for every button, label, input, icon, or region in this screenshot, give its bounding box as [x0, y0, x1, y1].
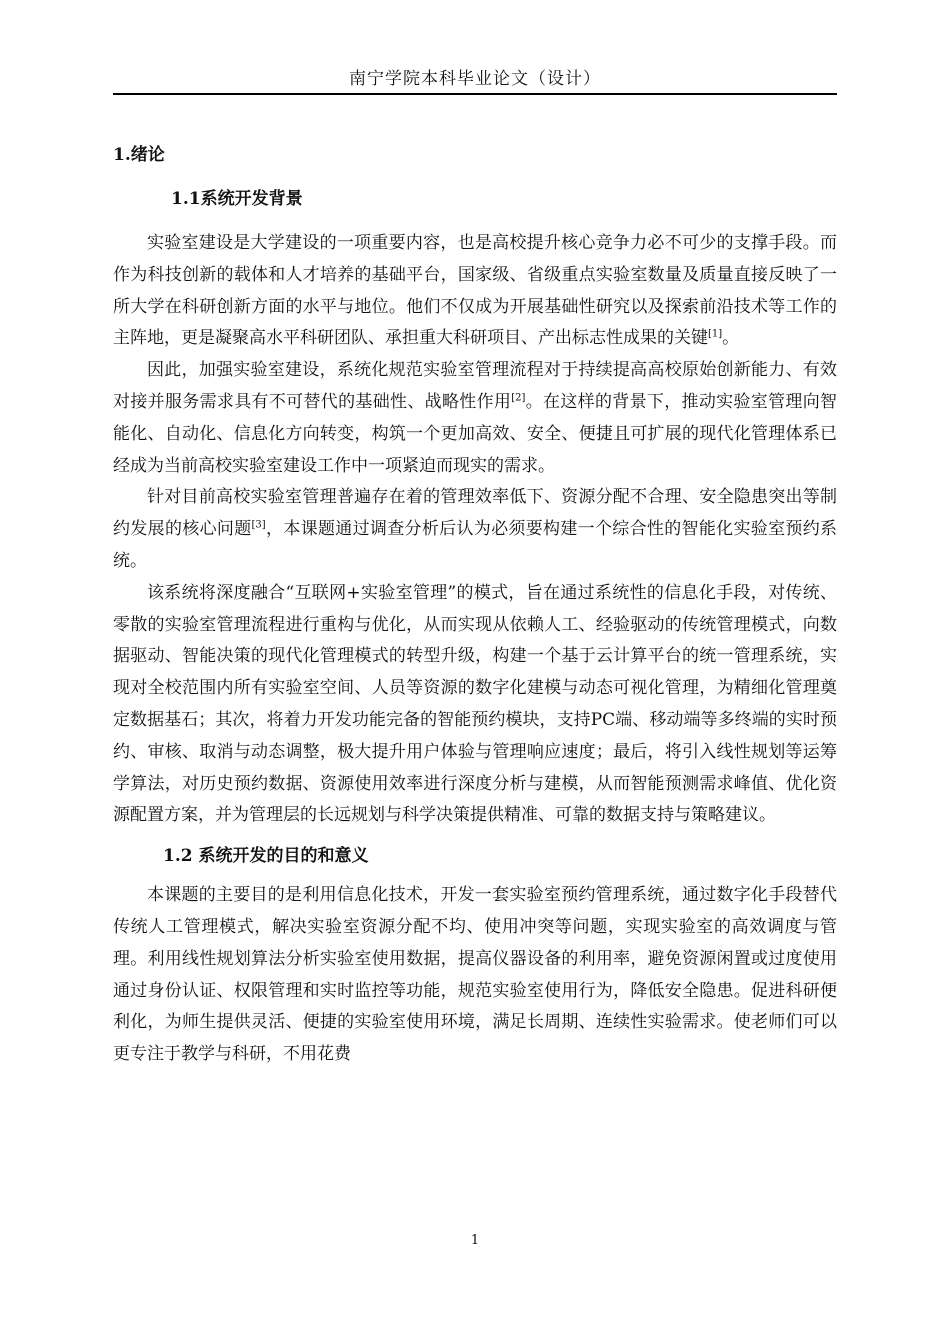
header-rule [113, 93, 837, 95]
citation-ref: [2] [511, 392, 526, 404]
citation-ref: [1] [708, 328, 723, 340]
paragraph [113, 578, 837, 832]
section-title: 1.1系统开发背景 [171, 189, 303, 209]
paragraph [113, 880, 837, 1071]
paragraph [113, 355, 837, 482]
section-1-body [113, 228, 837, 832]
document-body [113, 140, 837, 1071]
paragraph-text: ，本课题通过调查分析后认为必须要构建一个综合性的智能化实验室预约系统。 [113, 519, 838, 571]
chapter-title: 1.绪论 [113, 145, 165, 165]
paragraph-text: 针对目前高校实验室管理普遍存在着的管理效率低下、资源分配不合理、安全隐患突出等制约发展的核心问题 [113, 487, 837, 540]
paragraph-text: 因此，加强实验室建设，系统化规范实验室管理流程对于持续提高高校原始创新能力、有效对接并服务需求具有不可替代的基础性、战略性作用 [113, 360, 837, 412]
citation-ref: [3] [251, 519, 266, 531]
page-number: 1 [470, 1233, 480, 1248]
section-2-body [113, 880, 837, 1071]
paragraph [113, 228, 837, 355]
paragraph-text: 该系统将深度融合“互联网+实验室管理”的模式，旨在通过系统性的信息化手段，对传统、零散的实验室管理流程进行重构与优化，从而实现从依赖人工、经验驱动的传统管理模式，向数据驱动、智能决策的现代化管理模式的转型升级，构建一个基于云计算平台的统一管理系统，实现对全校范围内所有实验室空间、人员等资源的数字化建模与动态可视化管理，为精细化管理奠定数据基石；其次，将着力开发功能完备的智能预约模块，支持PC端、移动端等多终端的实时预约、审核、取消与动态调整，极大提升用户体验与管理响应速度；最后，将引入线性规划等运筹学算法，对历史预约数据、资源使用效率进行深度分析与建模，从而智能预测需求峰值、优化资源配置方案，并为管理层的长远规划与科学决策提供精准、可靠的数据支持与策略建议。 [113, 582, 837, 826]
paragraph-text: 实验室建设是大学建设的一项重要内容，也是高校提升核心竞争力必不可少的支撑手段。而作为科技创新的载体和人才培养的基础平台，国家级、省级重点实验室数量及质量直接反映了一所大学在科研创新方面的水平与地位。他们不仅成为开展基础性研究以及探索前沿技术等工作的主阵地，更是凝聚高水平科研团队、承担重大科研项目、产出标志性成果的关键 [113, 233, 837, 349]
paragraph [113, 482, 837, 577]
paragraph-text: 。 [722, 328, 740, 349]
page-header: 南宁学院本科毕业论文（设计） [349, 69, 601, 89]
paragraph-text: 。在这样的背景下，推动实验室管理向智能化、自动化、信息化方向转变，构筑一个更加高效、安全、便捷且可扩展的现代化管理体系已经成为当前高校实验室建设工作中一项紧迫而现实的需求。 [113, 391, 838, 476]
paragraph-text: 本课题的主要目的是利用信息化技术，开发一套实验室预约管理系统，通过数字化手段替代传统人工管理模式，解决实验室资源分配不均、使用冲突等问题，实现实验室的高效调度与管理。利用线性规划算法分析实验室使用数据，提高仪器设备的利用率，避免资源闲置或过度使用通过身份认证、权限管理和实时监控等功能，规范实验室使用行为，降低安全隐患。促进科研便利化，为师生提供灵活、便捷的实验室使用环境，满足长周期、连续性实验需求。使老师们可以更专注于教学与科研，不用花费 [113, 885, 837, 1065]
section-title: 1.2 系统开发的目的和意义 [163, 846, 369, 867]
